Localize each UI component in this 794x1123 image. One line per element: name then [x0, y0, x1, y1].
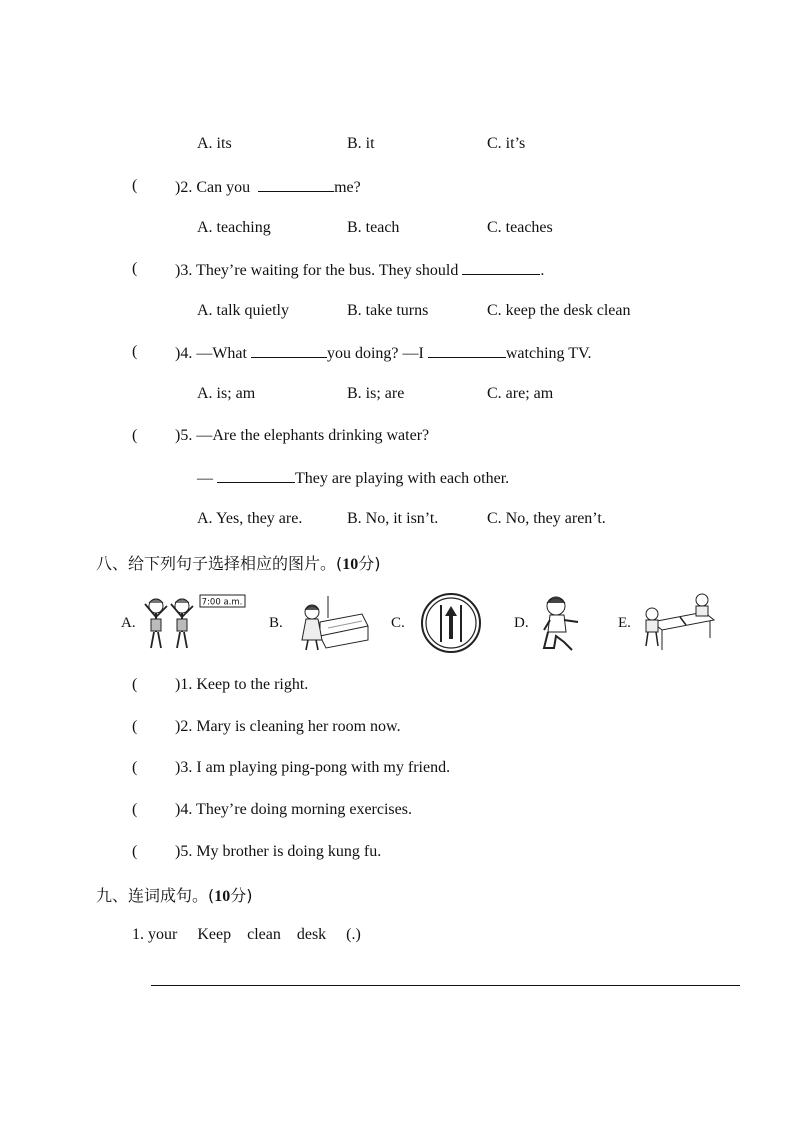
- answer-paren[interactable]: (: [132, 177, 138, 194]
- ping-pong-players-icon: [640, 592, 718, 654]
- q2-prefix: )2. Can you: [175, 179, 251, 196]
- q1-option-a: A. its: [197, 135, 232, 152]
- picture-label-b: B.: [269, 615, 283, 631]
- q3-prefix: )3. They’re waiting for the bus. They should: [175, 262, 459, 279]
- q5-dash: —: [197, 470, 213, 487]
- q5-option-c: C. No, they aren’t.: [487, 510, 606, 527]
- answer-paren[interactable]: (: [132, 759, 138, 776]
- answer-paren[interactable]: (: [132, 843, 138, 860]
- picture-item-3: )3. I am playing ping-pong with my friend.: [175, 759, 451, 776]
- q3-option-a: A. talk quietly: [197, 302, 289, 319]
- picture-item-2: )2. Mary is cleaning her room now.: [175, 718, 401, 735]
- picture-label-c: C.: [391, 615, 405, 631]
- q2-blank[interactable]: [258, 177, 334, 192]
- boy-kung-fu-icon: [536, 592, 591, 654]
- clock-time-label: 7:00 a.m.: [201, 597, 243, 608]
- picture-item-4: )4. They’re doing morning exercises.: [175, 801, 412, 818]
- q3-option-c: C. keep the desk clean: [487, 302, 631, 319]
- q2-option-b: B. teach: [347, 219, 400, 236]
- q3-suffix: .: [540, 262, 545, 279]
- picture-label-a: A.: [121, 615, 136, 631]
- q4-suffix: watching TV.: [505, 345, 592, 362]
- q5-line2-suffix: They are playing with each other.: [295, 470, 510, 487]
- q4-middle: you doing? —I: [326, 345, 424, 362]
- q2-suffix: me?: [334, 179, 361, 196]
- q3-stem: [175, 260, 544, 280]
- q2-stem: [175, 177, 361, 197]
- word-order-item-1: 1. your Keep clean desk (.): [132, 926, 361, 943]
- keep-right-sign-icon: [420, 592, 482, 654]
- q5-stem: )5. —Are the elephants drinking water?: [175, 427, 430, 444]
- q4-blank-1[interactable]: [251, 343, 327, 358]
- answer-paren[interactable]: (: [132, 427, 138, 444]
- picture-label-e: E.: [618, 615, 631, 631]
- q2-option-c: C. teaches: [487, 219, 553, 236]
- morning-exercise-kids-icon: [142, 592, 247, 654]
- picture-item-1: )1. Keep to the right.: [175, 676, 309, 693]
- answer-paren[interactable]: (: [132, 718, 138, 735]
- q4-stem: [175, 343, 591, 363]
- answer-paren[interactable]: (: [132, 676, 138, 693]
- q5-line2: [197, 468, 509, 488]
- q1-option-c: C. it’s: [487, 135, 526, 152]
- section-9-title: 九、连词成句。(10分): [96, 886, 253, 905]
- q3-blank[interactable]: [462, 260, 540, 275]
- picture-item-5: )5. My brother is doing kung fu.: [175, 843, 382, 860]
- girl-cleaning-room-icon: [292, 592, 372, 654]
- q4-option-a: A. is; am: [197, 385, 256, 402]
- q3-option-b: B. take turns: [347, 302, 429, 319]
- q5-option-a: A. Yes, they are.: [197, 510, 303, 527]
- q4-blank-2[interactable]: [428, 343, 506, 358]
- q2-option-a: A. teaching: [197, 219, 271, 236]
- answer-line[interactable]: [151, 985, 740, 986]
- answer-paren[interactable]: (: [132, 260, 138, 277]
- q5-option-b: B. No, it isn’t.: [347, 510, 439, 527]
- answer-paren[interactable]: (: [132, 343, 138, 360]
- answer-paren[interactable]: (: [132, 801, 138, 818]
- q4-option-b: B. is; are: [347, 385, 405, 402]
- q5-blank[interactable]: [217, 468, 295, 483]
- q1-option-b: B. it: [347, 135, 375, 152]
- q4-option-c: C. are; am: [487, 385, 554, 402]
- picture-label-d: D.: [514, 615, 529, 631]
- section-8-title: 八、给下列句子选择相应的图片。(10分): [96, 554, 381, 573]
- q4-prefix: )4. —What: [175, 345, 247, 362]
